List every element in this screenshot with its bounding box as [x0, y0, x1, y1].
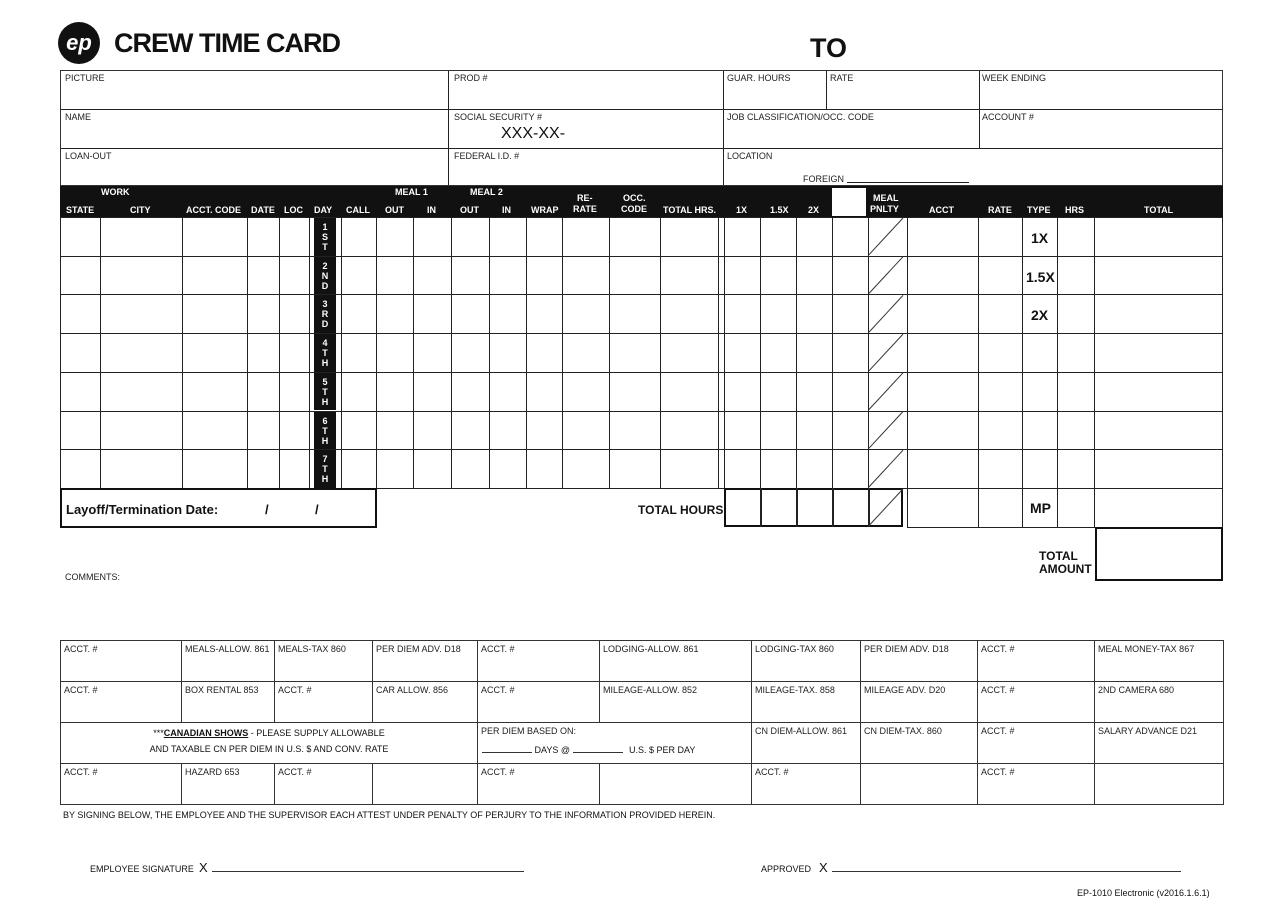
- hdr-meal2-out: OUT: [460, 205, 479, 215]
- day-char: T: [322, 242, 328, 252]
- total-row-vline: [907, 488, 908, 527]
- hdr-re: RE-: [577, 193, 593, 203]
- r4-c5[interactable]: [600, 764, 752, 805]
- grid-hline: [60, 333, 1223, 334]
- hdr-re-rate: RATE: [573, 204, 597, 214]
- r3-acct[interactable]: ACCT. #: [978, 723, 1095, 764]
- r2-c7[interactable]: MILEAGE ADV. D20: [861, 682, 978, 723]
- day-char: 6: [322, 415, 328, 426]
- hdr-occ-code: CODE: [621, 204, 648, 214]
- total-row-vline: [978, 488, 979, 527]
- r2-c8[interactable]: ACCT. #: [978, 682, 1095, 723]
- grid-vline: [60, 217, 61, 488]
- r3-salary[interactable]: SALARY ADVANCE D21: [1095, 723, 1224, 764]
- r4-c3[interactable]: [373, 764, 478, 805]
- hdr-pnlty: PNLTY: [870, 204, 899, 214]
- ssn-field[interactable]: SOCIAL SECURITY #: [454, 112, 543, 122]
- meal-penalty-slash: [869, 218, 903, 255]
- hdr-meal1: MEAL 1: [395, 187, 428, 197]
- hdr-wrap: WRAP: [531, 205, 559, 215]
- day-cell-3: [310, 295, 340, 333]
- meal-penalty-slash: [869, 489, 903, 526]
- grid-hline: [60, 449, 1223, 450]
- grid-vline: [526, 217, 527, 488]
- day-char: 1: [322, 222, 328, 232]
- r2-c0[interactable]: ACCT. #: [61, 682, 182, 723]
- total-hours-divider: [868, 488, 870, 527]
- hdr-meal2: MEAL 2: [470, 187, 503, 197]
- allowance-row-1: [61, 641, 1224, 682]
- grid-vline: [1022, 217, 1023, 488]
- hdr-hrs: HRS: [1065, 205, 1085, 215]
- approved-x: X: [819, 860, 828, 875]
- r3-cn-tax[interactable]: CN DIEM-TAX. 860: [861, 723, 978, 764]
- grid-vline: [1094, 217, 1095, 488]
- r2-c9[interactable]: 2ND CAMERA 680: [1095, 682, 1224, 723]
- version-label: EP-1010 Electronic (v2016.1.6.1): [1077, 888, 1210, 898]
- r4-c6[interactable]: ACCT. #: [752, 764, 861, 805]
- r1-c8[interactable]: ACCT. #: [978, 641, 1095, 682]
- days-label: DAYS @: [534, 745, 570, 755]
- grid-vline: [182, 217, 183, 488]
- name-field[interactable]: NAME: [65, 112, 92, 122]
- per-diem-label: PER DIEM BASED ON:: [481, 726, 577, 736]
- layoff-slash-2: /: [315, 502, 319, 517]
- info-block: [60, 70, 1223, 186]
- day-char: N: [321, 270, 329, 281]
- employee-signature-line[interactable]: [212, 871, 524, 872]
- hdr-city: CITY: [130, 205, 151, 215]
- grid-vline: [1057, 217, 1058, 488]
- day-char: T: [322, 425, 328, 436]
- hdr-loc: LOC: [284, 205, 303, 215]
- layoff-slash-1: /: [265, 502, 269, 517]
- allowance-row-4: [61, 764, 1224, 805]
- approved-label: APPROVED: [761, 864, 812, 874]
- meal-penalty-slash: [869, 257, 903, 294]
- allowance-row-3: [61, 723, 1224, 764]
- grid-vline: [1222, 217, 1223, 488]
- day-char: S: [321, 232, 328, 242]
- grid-vline: [660, 217, 661, 488]
- day-char: T: [322, 464, 328, 475]
- canadian-prefix: ***: [153, 728, 164, 738]
- grid-hline: [60, 256, 1223, 257]
- hdr-day: DAY: [314, 205, 333, 215]
- loan-out-field[interactable]: LOAN-OUT: [65, 151, 112, 161]
- day-cell-1: [310, 218, 340, 256]
- r2-c4[interactable]: ACCT. #: [478, 682, 600, 723]
- allowance-row-2: [61, 682, 1224, 723]
- logo-text: ep: [66, 30, 92, 55]
- r4-c4[interactable]: ACCT. #: [478, 764, 600, 805]
- hdr-state: STATE: [66, 205, 95, 215]
- day-char: R: [321, 309, 329, 320]
- total-hours-divider: [832, 488, 834, 527]
- usd-label: U.S. $ PER DAY: [629, 745, 696, 755]
- grid-hline: [60, 217, 1223, 218]
- day-char: 3: [322, 299, 328, 310]
- grid-vline: [609, 217, 610, 488]
- hdr-work: WORK: [101, 187, 130, 197]
- canadian-shows-note: [61, 723, 478, 764]
- days-blank[interactable]: [482, 752, 532, 753]
- grid-vline: [868, 217, 869, 488]
- meal-penalty-slash: [869, 334, 903, 371]
- picture-field[interactable]: PICTURE: [65, 73, 105, 83]
- day-cell-6: [310, 412, 340, 450]
- type-2x: 2X: [1031, 307, 1049, 323]
- usd-blank[interactable]: [573, 752, 623, 753]
- employee-x: X: [199, 860, 208, 875]
- type-15x: 1.5X: [1026, 269, 1055, 285]
- hdr-meal1-out: OUT: [385, 205, 404, 215]
- grid-vline: [718, 217, 719, 488]
- day-char: T: [322, 386, 328, 397]
- r1-c6[interactable]: LODGING-TAX 860: [752, 641, 861, 682]
- total-hours-label: TOTAL HOURS: [638, 503, 724, 517]
- grid-vline: [376, 217, 377, 488]
- day-char: D: [321, 280, 329, 291]
- grid-vline: [907, 217, 908, 488]
- day-char: D: [321, 319, 329, 330]
- approved-signature-line[interactable]: [832, 871, 1181, 872]
- type-1x: 1X: [1031, 230, 1049, 246]
- r2-c3[interactable]: CAR ALLOW. 856: [373, 682, 478, 723]
- total-amount-label-2: AMOUNT: [1039, 562, 1092, 576]
- grid-vline: [413, 217, 414, 488]
- hdr-occ: OCC.: [623, 193, 646, 203]
- hdr-2x: 2X: [808, 205, 820, 215]
- day-cell-4: [310, 334, 340, 372]
- comments-label: COMMENTS:: [65, 572, 120, 582]
- meal-penalty-slash: [869, 450, 903, 487]
- hdr-15x: 1.5X: [770, 205, 789, 215]
- r4-c8[interactable]: ACCT. #: [978, 764, 1095, 805]
- total-row-vline: [1022, 488, 1023, 527]
- federal-id-field[interactable]: FEDERAL I.D. #: [454, 151, 520, 161]
- day-char: 2: [322, 260, 328, 271]
- r1-c4[interactable]: ACCT. #: [478, 641, 600, 682]
- r1-c2[interactable]: MEALS-TAX 860: [275, 641, 373, 682]
- r1-c0[interactable]: ACCT. #: [61, 641, 182, 682]
- week-ending-field[interactable]: WEEK ENDING: [982, 73, 1047, 83]
- hdr-acct-code: ACCT. CODE: [186, 205, 242, 215]
- canadian-line2: AND TAXABLE CN PER DIEM IN U.S. $ AND CONV. RATE: [149, 744, 389, 754]
- day-char: H: [321, 396, 329, 407]
- attest-text: BY SIGNING BELOW, THE EMPLOYEE AND THE SUPERVISOR EACH ATTEST UNDER PENALTY OF PERJURY TO THE INFORMATION PROVIDED HEREIN.: [63, 810, 716, 820]
- hdr-call: CALL: [346, 205, 370, 215]
- meal-penalty-slash: [869, 295, 903, 332]
- total-hours-divider: [796, 488, 798, 527]
- r3-cn-allow[interactable]: CN DIEM-ALLOW. 861: [752, 723, 861, 764]
- meal-penalty-slash: [869, 373, 903, 410]
- hdr-type: TYPE: [1027, 205, 1051, 215]
- hdr-acct: ACCT: [929, 205, 954, 215]
- r1-c3[interactable]: PER DIEM ADV. D18: [373, 641, 478, 682]
- total-hours-divider: [760, 488, 762, 527]
- to-label: TO: [810, 33, 848, 63]
- per-diem-based-on[interactable]: [478, 723, 752, 764]
- r4-c7[interactable]: [861, 764, 978, 805]
- day-cell-7: [310, 450, 340, 488]
- grid-vline: [100, 217, 101, 488]
- grid-vline: [341, 217, 342, 488]
- total-amount-label-1: TOTAL: [1039, 549, 1078, 563]
- allowance-grid: [60, 640, 1224, 805]
- grid-vline: [832, 217, 833, 488]
- day-char: 4: [322, 338, 328, 349]
- hdr-1x: 1X: [736, 205, 748, 215]
- grid-vline: [724, 217, 725, 488]
- page-title: CREW TIME CARD: [114, 28, 340, 58]
- r1-c9[interactable]: MEAL MONEY-TAX 867: [1095, 641, 1224, 682]
- grid-hline: [60, 372, 1223, 373]
- hdr-total-hrs: TOTAL HRS.: [663, 205, 717, 215]
- rate-field[interactable]: RATE: [830, 73, 854, 83]
- grid-vline: [562, 217, 563, 488]
- hdr-date: DATE: [251, 205, 275, 215]
- r1-c5[interactable]: LODGING-ALLOW. 861: [600, 641, 752, 682]
- day-char: T: [322, 348, 328, 359]
- r4-c9[interactable]: [1095, 764, 1224, 805]
- prod-field[interactable]: PROD #: [454, 73, 488, 83]
- grid-vline: [279, 217, 280, 488]
- location-field[interactable]: LOCATION: [727, 151, 773, 161]
- grid-vline: [247, 217, 248, 488]
- layoff-box[interactable]: [60, 488, 377, 528]
- account-field[interactable]: ACCOUNT #: [982, 112, 1034, 122]
- day-char: H: [321, 474, 329, 485]
- r4-c1[interactable]: HAZARD 653: [182, 764, 275, 805]
- logo-mark: [58, 22, 100, 64]
- day-char: 5: [322, 376, 328, 387]
- canadian-bold: CANADIAN SHOWS: [163, 728, 249, 738]
- hdr-meal2-in: IN: [502, 205, 511, 215]
- r4-c2[interactable]: ACCT. #: [275, 764, 373, 805]
- day-cell-5: [310, 373, 340, 411]
- type-mp: MP: [1030, 500, 1051, 516]
- foreign-field[interactable]: FOREIGN: [803, 174, 845, 184]
- grid-hline: [60, 411, 1223, 412]
- hdr-meal: MEAL: [873, 193, 899, 203]
- grid-vline: [451, 217, 452, 488]
- total-row-vline: [1094, 488, 1095, 527]
- grid-vline: [760, 217, 761, 488]
- r1-c1[interactable]: MEALS-ALLOW. 861: [182, 641, 275, 682]
- grid-vline: [978, 217, 979, 488]
- grid-vline: [489, 217, 490, 488]
- grid-hline: [60, 294, 1223, 295]
- r2-c6[interactable]: MILEAGE-TAX. 858: [752, 682, 861, 723]
- meal-penalty-slash: [869, 412, 903, 449]
- total-amount-box[interactable]: [1095, 527, 1223, 581]
- employee-signature-label: EMPLOYEE SIGNATURE: [90, 864, 194, 874]
- day-char: H: [321, 358, 329, 369]
- guar-hours-field[interactable]: GUAR. HOURS: [727, 73, 791, 83]
- hdr-rate: RATE: [988, 205, 1012, 215]
- day-char: H: [321, 435, 329, 446]
- r2-c2[interactable]: ACCT. #: [275, 682, 373, 723]
- total-hours-box[interactable]: [724, 488, 903, 527]
- total-row-vline: [1222, 488, 1223, 527]
- canadian-rest: - PLEASE SUPPLY ALLOWABLE: [248, 728, 385, 738]
- day-cell-2: [310, 257, 340, 295]
- layoff-label: Layoff/Termination Date:: [66, 502, 219, 517]
- hdr-meal1-in: IN: [427, 205, 436, 215]
- job-class-field[interactable]: JOB CLASSIFICATION/OCC. CODE: [727, 112, 874, 122]
- r2-c5[interactable]: MILEAGE-ALLOW. 852: [600, 682, 752, 723]
- grid-vline: [796, 217, 797, 488]
- r4-c0[interactable]: ACCT. #: [61, 764, 182, 805]
- total-row-vline: [1057, 488, 1058, 527]
- r2-c1[interactable]: BOX RENTAL 853: [182, 682, 275, 723]
- r1-c7[interactable]: PER DIEM ADV. D18: [861, 641, 978, 682]
- hdr-total: TOTAL: [1144, 205, 1174, 215]
- ssn-value: XXX-XX-: [501, 125, 566, 142]
- day-char: 7: [322, 454, 328, 465]
